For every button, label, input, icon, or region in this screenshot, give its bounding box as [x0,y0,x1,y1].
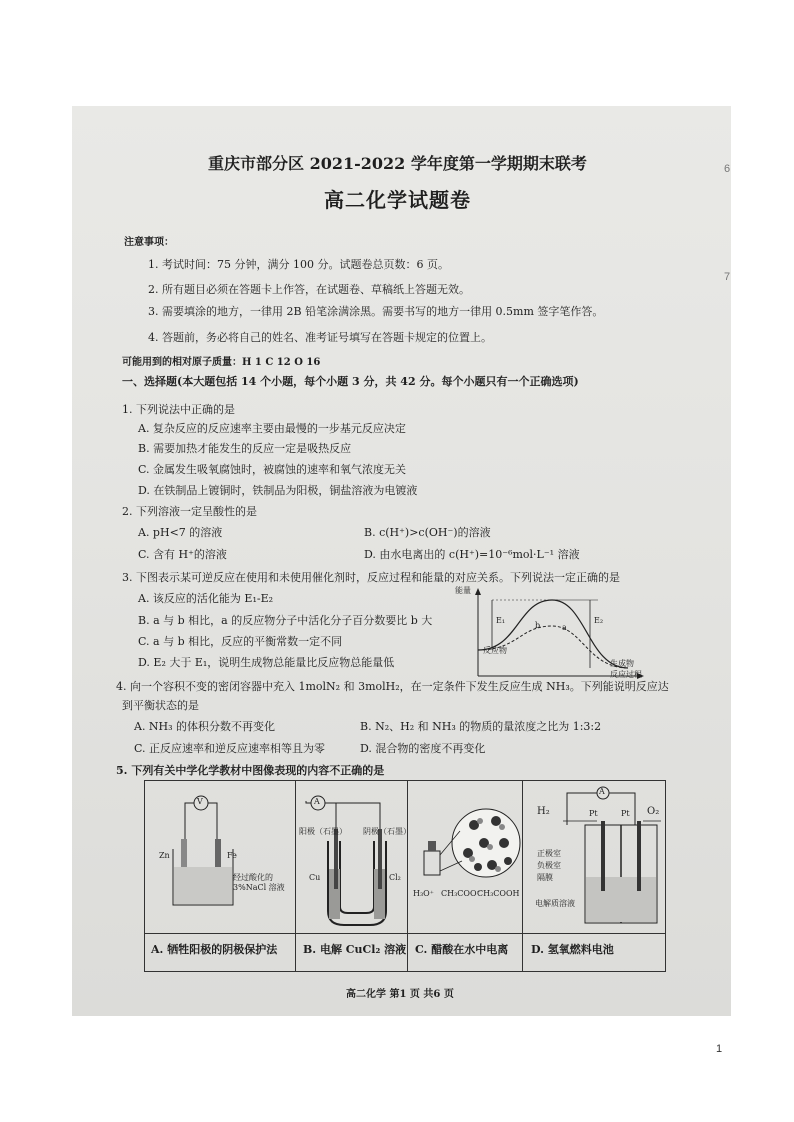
q5-figure-table [144,780,666,972]
q2-option-c: C. 含有 H⁺的溶液 [138,548,227,561]
panel-d-membrane: 隔膜 [537,873,553,882]
atomic-masses: 可能用到的相对原子质量：H 1 C 12 O 16 [122,357,321,368]
section-heading: 一、选择题(本大题包括 14 个小题，每个小题 3 分，共 42 分。每个小题只有一个正确选项) [122,375,579,388]
panel-d-h2: H₂ [537,806,550,817]
q3-option-a: A. 该反应的活化能为 E₁-E₂ [138,592,274,605]
panel-d-ammeter: A [599,787,605,796]
q4-stem-1: 4. 向一个容积不变的密闭容器中充入 1molN₂ 和 3molH₂，在一定条件下发生反应生成 NH₃。下列能说明反应达 [116,680,669,693]
graph-reactant-label: 反应物 [483,646,507,655]
panel-b-cathode: 阴极（石墨） [363,827,411,836]
q3-stem: 3. 下图表示某可逆反应在使用和未使用催化剂时，反应过程和能量的对应关系。下列说法一定正确的是 [122,571,620,584]
notice-heading: 注意事项： [124,237,174,248]
panel-d-pt-left: Pt [589,809,598,818]
panel-c-caption: C. 醋酸在水中电离 [415,943,509,956]
q4-option-c: C. 正反应速率和逆反应速率相等且为零 [134,742,326,755]
page-footer: 高二化学 第1 页 共6 页 [346,989,454,1000]
panel-a-zn: Zn [159,851,170,860]
panel-d-positive-chamber: 正极室 [537,849,561,858]
q4-stem-2: 到平衡状态的是 [122,699,199,712]
q3-option-c: C. a 与 b 相比，反应的平衡常数一定不同 [138,635,343,648]
panel-b-diagram [296,781,407,933]
q1-option-b: B. 需要加热才能发生的反应一定是吸热反应 [138,442,352,455]
q1-option-c: C. 金属发生吸氧腐蚀时，被腐蚀的速率和氧气浓度无关 [138,463,407,476]
scanned-page-photo [72,106,731,1016]
q1-stem: 1. 下列说法中正确的是 [122,403,235,416]
q4-option-b: B. N₂、H₂ 和 NH₃ 的物质的量浓度之比为 1:3:2 [360,720,602,733]
panel-c-acetate: CH₃COO⁻ [441,889,481,898]
q4-option-d: D. 混合物的密度不再变化 [360,742,486,755]
panel-a-voltmeter: V [197,797,203,806]
notice-item-1: 1. 考试时间：75 分钟，满分 100 分。试题卷总页数：6 页。 [148,258,449,271]
panel-b-cu: Cu [309,873,321,882]
margin-bleed-6: 6 [724,163,731,175]
notice-item-2: 2. 所有题目必须在答题卡上作答，在试题卷、草稿纸上答题无效。 [148,283,470,296]
q1-option-a: A. 复杂反应的反应速率主要由最慢的一步基元反应决定 [138,422,406,435]
panel-b-caption: B. 电解 CuCl₂ 溶液 [303,943,407,956]
graph-product-label: 生成物 [610,659,634,668]
graph-e1-label: E₁ [496,616,506,625]
panel-c-acetic-acid: CH₃COOH [477,889,520,898]
panel-d-negative-chamber: 负极室 [537,861,561,870]
graph-y-label: 能量 [455,586,471,595]
q2-option-d: D. 由水电离出的 c(H⁺)=10⁻⁶mol·L⁻¹ 溶液 [364,548,580,561]
q2-option-b: B. c(H⁺)>c(OH⁻)的溶液 [364,526,491,539]
q2-option-a: A. pH<7 的溶液 [138,526,223,539]
panel-c-diagram [408,781,522,933]
panel-a-caption: A. 牺牲阳极的阴极保护法 [151,943,278,956]
panel-b-cl2: Cl₂ [389,873,401,882]
panel-b-ammeter: A [314,797,320,806]
q2-stem: 2. 下列溶液一定呈酸性的是 [122,505,257,518]
graph-x-label: 反应过程 [610,670,642,679]
q5-stem: 5. 下列有关中学化学教材中图像表现的内容不正确的是 [116,764,385,777]
q1-option-d: D. 在铁制品上镀铜时，铁制品为阳极，铜盐溶液为电镀液 [138,484,418,497]
panel-a-solution: 经过酸化的 3%NaCl 溶液 [233,873,285,892]
graph-curve-a-label: a [562,623,567,632]
panel-d-o2: O₂ [647,806,660,817]
notice-item-4: 4. 答题前，务必将自己的姓名、准考证号填写在答题卡规定的位置上。 [148,331,492,344]
notice-item-3: 3. 需要填涂的地方，一律用 2B 铅笔涂满涂黑。需要书写的地方一律用 0.5mm 签字笔作答。 [148,305,604,318]
graph-e2-label: E₂ [594,616,604,625]
panel-d-electrolyte: 电解质溶液 [535,899,575,908]
q3-option-b: B. a 与 b 相比，a 的反应物分子中活化分子百分数要比 b 大 [138,614,433,627]
panel-d-caption: D. 氢氧燃料电池 [531,943,614,956]
graph-curve-b-label: b [535,621,541,630]
margin-bleed-7: 7 [724,271,731,283]
panel-a-fe: Fe [227,851,237,860]
page-number: 1 [716,1043,723,1055]
panel-c-h3o: H₃O⁺ [413,889,434,898]
curve-a-line [478,600,628,668]
exam-title: 重庆市部分区 2021-2022 学年度第一学期期末联考 [208,154,587,173]
q3-option-d: D. E₂ 大于 E₁，说明生成物总能量比反应物总能量低 [138,656,395,669]
panel-b-anode: 阳极（石墨） [299,827,347,836]
exam-subtitle: 高二化学试题卷 [324,188,471,212]
panel-d-pt-right: Pt [621,809,630,818]
q4-option-a: A. NH₃ 的体积分数不再变化 [134,720,276,733]
